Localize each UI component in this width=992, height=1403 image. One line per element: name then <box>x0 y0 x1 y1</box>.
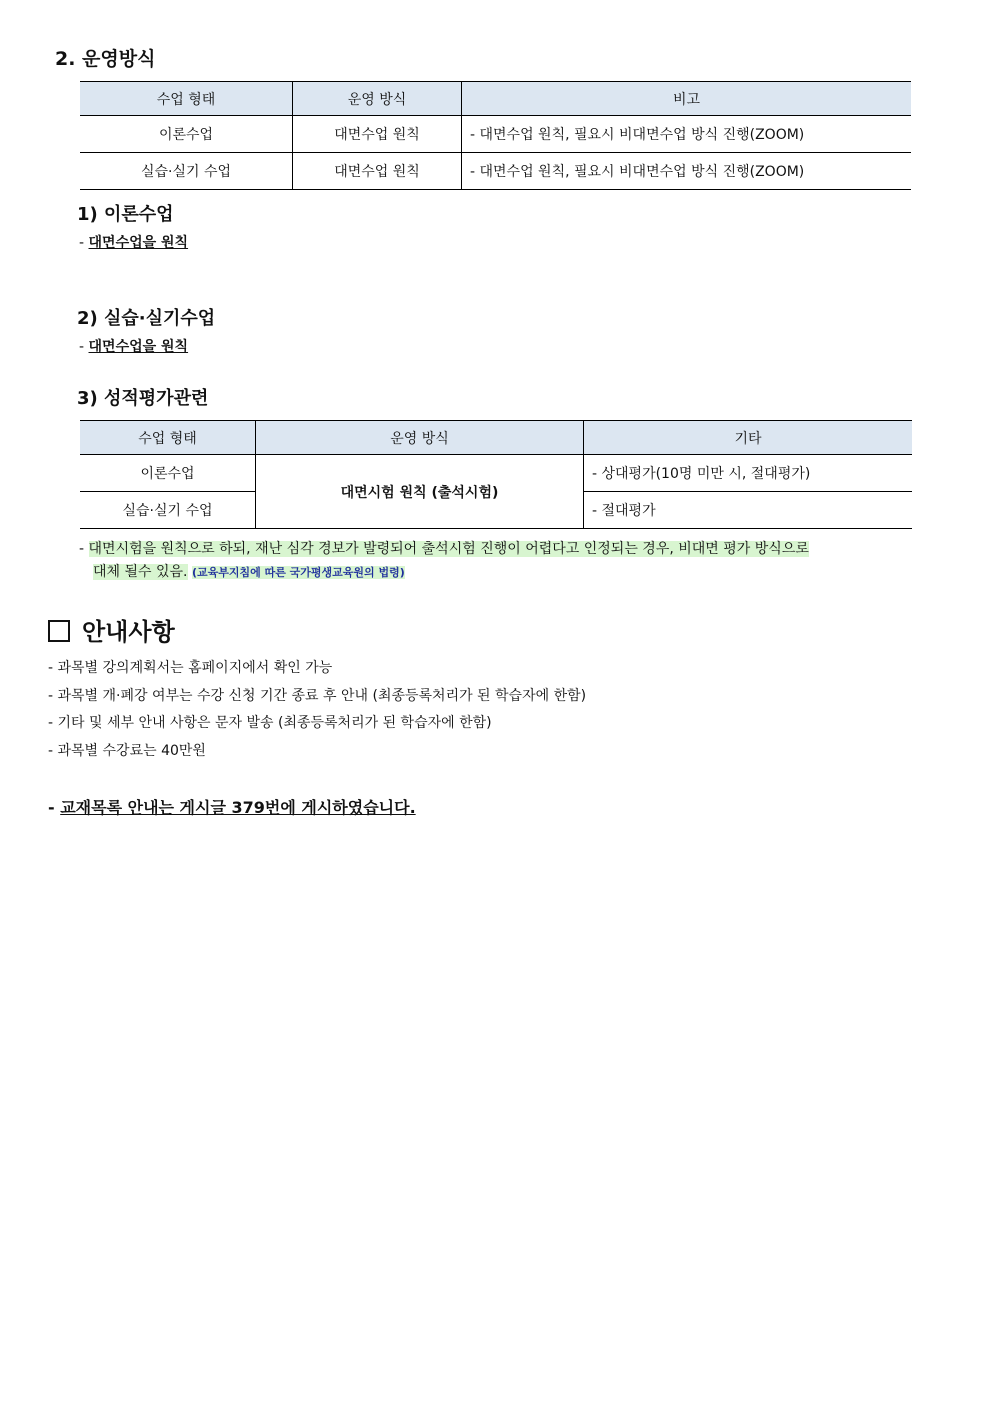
table-cell: - 상대평가(10명 미만 시, 절대평가) <box>584 455 913 492</box>
principle-text: 대면수업을 원칙 <box>88 235 189 251</box>
table-cell: 실습·실기 수업 <box>80 492 256 529</box>
grading-table <box>80 420 912 529</box>
textbook-notice-text: 교재목록 안내는 게시글 379번에 게시하였습니다. <box>60 798 416 817</box>
subsection-title: 2) 실습·실기수업 <box>77 308 216 329</box>
table-cell: 대면수업 원칙 <box>293 116 462 153</box>
table-header: 수업 형태 <box>80 82 293 116</box>
guide-title: 안내사항 <box>82 618 175 646</box>
note-line-2: 대체 될수 있음. <box>93 564 188 580</box>
list-item: - 기타 및 세부 안내 사항은 문자 발송 (최종등록처리가 된 학습자에 한함) <box>48 715 492 731</box>
guide-list <box>48 655 586 765</box>
table-header: 운영 방식 <box>293 82 462 116</box>
table-cell: 대면수업 원칙 <box>293 153 462 190</box>
list-item: - 과목별 수강료는 40만원 <box>48 742 206 759</box>
table-cell: - 대면수업 원칙, 필요시 비대면수업 방식 진행(ZOOM) <box>462 153 912 190</box>
table-row <box>80 455 912 492</box>
subsection-title: 3) 성적평가관련 <box>77 388 209 409</box>
table-header: 운영 방식 <box>256 421 584 455</box>
table-cell: 이론수업 <box>80 455 256 492</box>
dash: - <box>79 235 85 251</box>
table-row <box>80 153 911 190</box>
table-header: 수업 형태 <box>80 421 256 455</box>
table-cell: 이론수업 <box>80 116 293 153</box>
table-header: 비고 <box>462 82 912 116</box>
table-row <box>80 116 911 153</box>
dash: - <box>79 339 85 355</box>
table-cell: - 대면수업 원칙, 필요시 비대면수업 방식 진행(ZOOM) <box>462 116 912 153</box>
subsection-body <box>79 232 188 252</box>
textbook-notice <box>48 795 416 818</box>
list-item: - 과목별 개·폐강 여부는 수강 신청 기간 종료 후 안내 (최종등록처리가 된 학습자에 한함) <box>48 687 587 704</box>
exam-note-cont <box>93 561 405 584</box>
guide-heading <box>48 612 175 647</box>
subsection-body <box>79 336 188 356</box>
checkbox-square-icon <box>48 620 70 642</box>
list-item: - 과목별 강의계획서는 홈페이지에서 확인 가능 <box>48 660 333 676</box>
exam-note <box>79 538 939 561</box>
note-line-1: 대면시험을 원칙으로 하되, 재난 심각 경보가 발령되어 출석시험 진행이 어렵다고 인정되는 경우, 비대면 평가 방식으로 <box>88 541 809 557</box>
principle-text: 대면수업을 원칙 <box>88 339 189 355</box>
dash: - <box>79 541 85 557</box>
dash: - <box>48 798 55 817</box>
section-title: 2. 운영방식 <box>55 48 156 70</box>
operation-table <box>80 81 911 190</box>
table-cell: - 절대평가 <box>584 492 913 529</box>
exam-method-cell: 대면시험 원칙 (출석시험) <box>256 455 584 529</box>
table-header: 기타 <box>584 421 913 455</box>
note-reference: (교육부지침에 따른 국가평생교육원의 법령) <box>191 566 405 579</box>
subsection-title: 1) 이론수업 <box>77 204 174 225</box>
table-cell: 실습·실기 수업 <box>80 153 293 190</box>
